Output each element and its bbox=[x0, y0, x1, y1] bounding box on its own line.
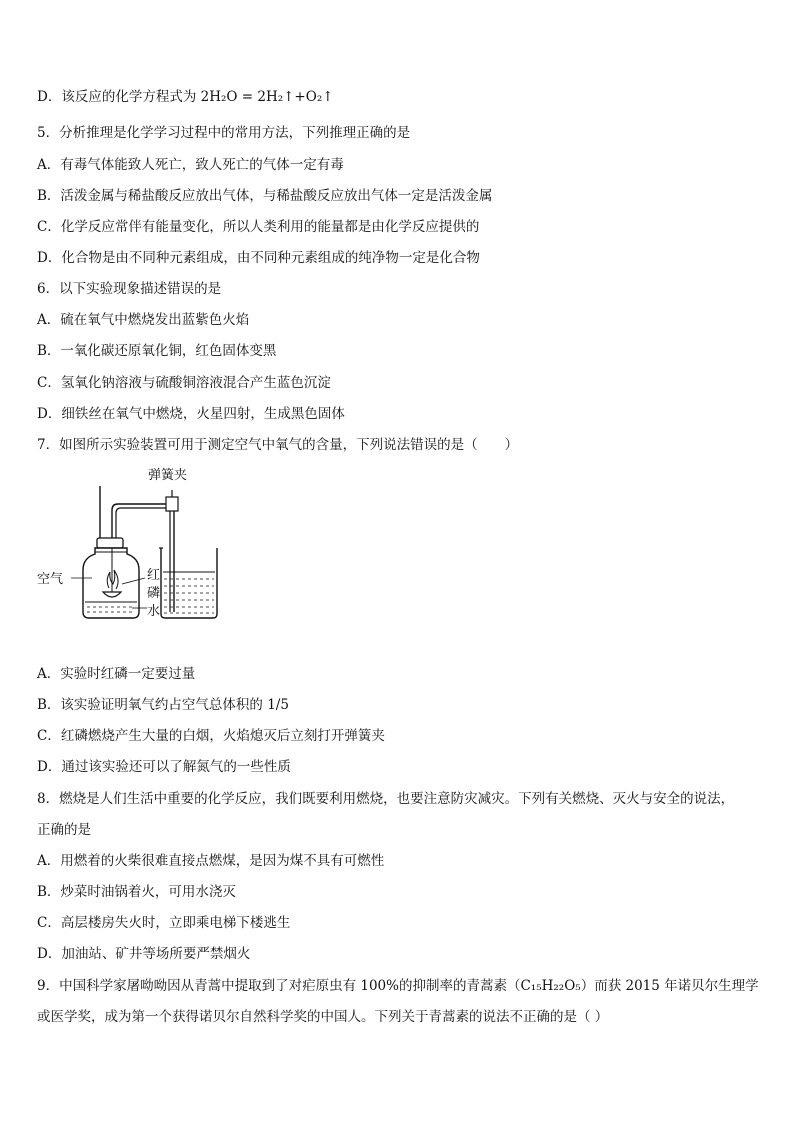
q9-stem: 9．中国科学家屠呦呦因从青蒿中提取到了对疟原虫有 100%的抑制率的青蒿素（C₁₅H₂₂O₅）而获 2015 年诺贝尔生理学 bbox=[37, 978, 759, 994]
q6-option-c: C．氢氧化钠溶液与硫酸铜溶液混合产生蓝色沉淀 bbox=[37, 375, 331, 391]
q7-option-c: C．红磷燃烧产生大量的白烟，火焰熄灭后立刻打开弹簧夹 bbox=[37, 728, 385, 744]
gas-bottle bbox=[83, 548, 139, 618]
q5-option-b: B．活泼金属与稀盐酸反应放出气体，与稀盐酸反应放出气体一定是活泼金属 bbox=[37, 188, 493, 204]
spring-clip bbox=[166, 497, 178, 511]
q8-stem: 8．燃烧是人们生活中重要的化学反应，我们既要利用燃烧，也要注意防灾减灾。下列有关燃烧、灭火与安全的说法， bbox=[37, 791, 735, 807]
stopper bbox=[97, 538, 123, 548]
q6-option-b: B．一氧化碳还原氧化铜，红色固体变黑 bbox=[37, 343, 277, 359]
q5-option-d: D．化合物是由不同种元素组成，由不同种元素组成的纯净物一定是化合物 bbox=[37, 250, 480, 266]
q6-option-d: D．细铁丝在氧气中燃烧，火星四射，生成黑色固体 bbox=[37, 406, 345, 422]
q8-stem-continued: 正确的是 bbox=[37, 822, 91, 838]
beaker-water bbox=[164, 579, 214, 613]
q9-stem-continued: 或医学奖，成为第一个获得诺贝尔自然科学奖的中国人。下列关于青蒿素的说法不正确的是（ ） bbox=[37, 1009, 609, 1025]
label-water: 水 bbox=[147, 604, 161, 619]
q8-option-c: C．高层楼房失火时，立即乘电梯下楼逃生 bbox=[37, 915, 291, 931]
label-phosphorus: 磷 bbox=[147, 586, 161, 601]
q8-option-b: B．炒菜时油锅着火，可用水浇灭 bbox=[37, 884, 236, 900]
q4-option-d: D．该反应的化学方程式为 2H₂O = 2H₂↑+O₂↑ bbox=[37, 89, 334, 105]
q6-stem: 6．以下实验现象描述错误的是 bbox=[37, 281, 222, 297]
apparatus-diagram bbox=[37, 462, 237, 632]
q5-stem: 5．分析推理是化学学习过程中的常用方法，下列推理正确的是 bbox=[37, 125, 411, 141]
q7-option-b: B．该实验证明氧气约占空气总体积的 1/5 bbox=[37, 697, 289, 713]
label-air: 空气 bbox=[37, 572, 64, 587]
q7-option-d: D．通过该实验还可以了解氮气的一些性质 bbox=[37, 759, 291, 775]
label-red: 红 bbox=[147, 568, 161, 583]
q7-stem: 7．如图所示实验装置可用于测定空气中氧气的含量，下列说法错误的是（ ） bbox=[37, 437, 519, 453]
q7-option-a: A．实验时红磷一定要过量 bbox=[37, 666, 196, 682]
q6-option-a: A．硫在氧气中燃烧发出蓝紫色火焰 bbox=[37, 312, 250, 328]
q8-option-d: D．加油站、矿井等场所要严禁烟火 bbox=[37, 946, 251, 962]
q5-option-c: C．化学反应常伴有能量变化，所以人类利用的能量都是由化学反应提供的 bbox=[37, 219, 480, 235]
q5-option-a: A．有毒气体能致人死亡，致人死亡的气体一定有毒 bbox=[37, 157, 344, 173]
apparatus-figure bbox=[37, 462, 237, 632]
label-spring-clip: 弹簧夹 bbox=[148, 468, 188, 483]
q8-option-a: A．用燃着的火柴很难直接点燃煤，是因为煤不具有可燃性 bbox=[37, 853, 385, 869]
